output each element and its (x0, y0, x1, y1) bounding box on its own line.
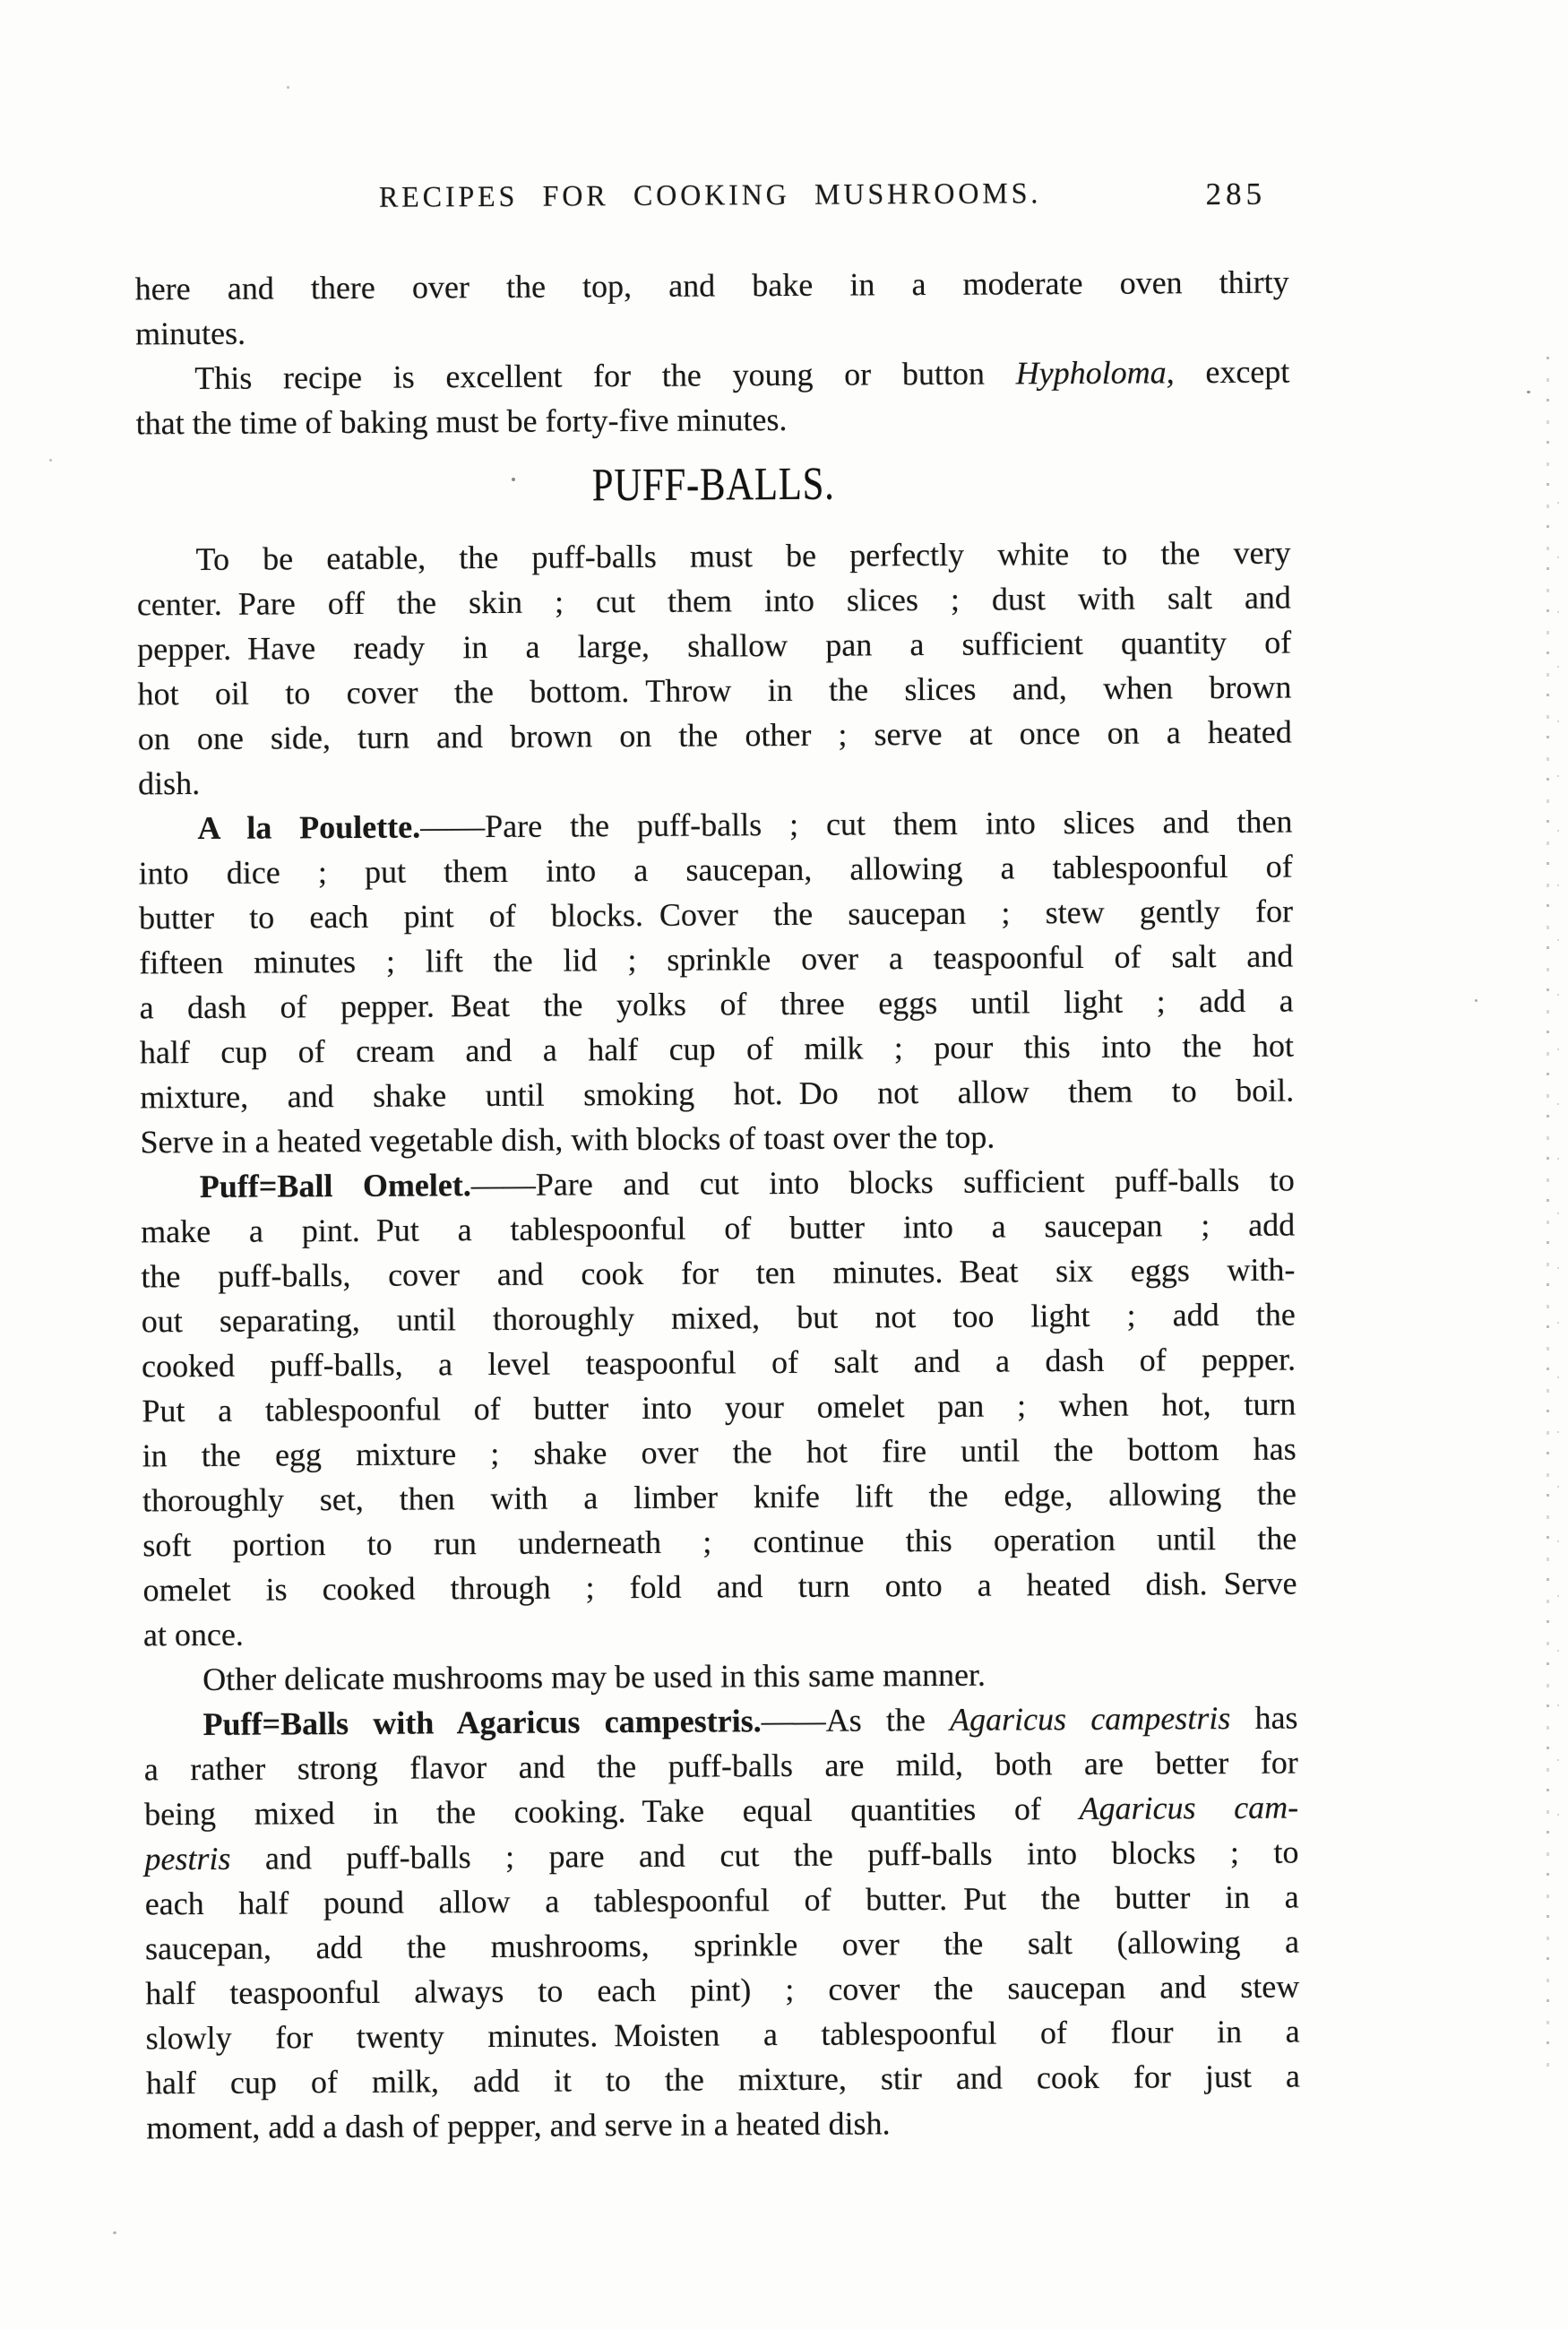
section-heading-text: PUFF-BALLS. (591, 458, 835, 512)
text-line: into dice ; put them into a saucepan, allowing a tablespoonful of (138, 848, 1293, 892)
scan-edge-artifact (1557, 502, 1559, 1846)
text-line: half teaspoonful always to each pint) ; cover the saucepan and stew (145, 1968, 1300, 2012)
text-line: Other delicate mushrooms may be used in this same manner. (202, 1656, 986, 1697)
text-line: omelet is cooked through ; fold and turn onto a heated dish. Serve (142, 1565, 1297, 1609)
text-line: each half pound allow a tablespoonful of butter. Put the butter in a (144, 1878, 1299, 1922)
scan-speck (512, 478, 515, 481)
text-line: make a pint. Put a tablespoonful of butter into a saucepan ; add (141, 1206, 1296, 1250)
scan-speck (287, 86, 289, 89)
text-line: To be eatable, the puff-balls must be perfectly white to the very (195, 534, 1291, 578)
scan-speck (358, 1762, 360, 1765)
text-line: Put a tablespoonful of butter into your omelet pan ; when hot, turn (142, 1385, 1297, 1429)
section-heading (136, 457, 1290, 514)
text-line: moment, add a dash of pepper, and serve in a heated dish. (146, 2105, 891, 2146)
text-line: mixture, and shake until smoking hot. Do not allow them to boil. (140, 1072, 1295, 1116)
text-line: the puff-balls, cover and cook for ten minutes. Beat six eggs with- (141, 1251, 1296, 1295)
paragraph (143, 1696, 1300, 2151)
text-line: thoroughly set, then with a limber knife lift the edge, allowing the (142, 1475, 1297, 1519)
text-line: This recipe is excellent for the young or button Hypholoma, except (194, 353, 1290, 397)
text-line: pestris and puff-balls ; pare and cut the puff-balls into blocks ; to (144, 1834, 1299, 1877)
text-line: Puff=Ball Omelet.——Pare and cut into blocks sufficient puff-balls to (199, 1161, 1295, 1205)
text-line: saucepan, add the mushrooms, sprinkle over the salt (allowing a (144, 1923, 1300, 1967)
scan-speck (1475, 999, 1478, 1002)
text-line: soft portion to run underneath ; continue this operation until the (142, 1520, 1297, 1564)
text-line: that the time of baking must be forty-five minutes. (135, 401, 788, 442)
paragraph (138, 799, 1294, 1165)
paragraph (136, 531, 1292, 807)
text-line: half cup of cream and a half cup of milk ; pour this into the hot (139, 1027, 1295, 1071)
page-body (135, 260, 1301, 2151)
text-line: center. Pare off the skin ; cut them into slices ; dust with salt and (136, 579, 1291, 623)
text-line: Serve in a heated vegetable dish, with blocks of toast over the top. (140, 1118, 995, 1161)
scan-speck (952, 1946, 955, 1949)
text-line: minutes. (134, 315, 246, 352)
text-line: pepper. Have ready in a large, shallow pan a sufficient quantity of (137, 624, 1292, 668)
text-line: half cup of milk, add it to the mixture, stir and cook for just a (145, 2058, 1301, 2101)
text-line: at once. (142, 1616, 244, 1653)
text-line: here and there over the top, and bake in a moderate oven thirty (134, 263, 1289, 307)
page-number: 285 (1205, 176, 1267, 212)
text-line: butter to each pint of blocks. Cover the saucepan ; stew gently for (138, 893, 1294, 936)
scan-speck (1527, 391, 1530, 393)
scan-edge-artifact (1546, 357, 1549, 2077)
text-line: slowly for twenty minutes. Moisten a tablespoonful of flour in a (145, 2013, 1300, 2057)
scan-speck (113, 2231, 116, 2234)
paragraph (135, 350, 1290, 446)
text-line: fifteen minutes ; lift the lid ; sprinkle over a teaspoonful of salt and (139, 937, 1294, 981)
text-line: hot oil to cover the bottom. Throw in the slices and, when brown (137, 669, 1292, 712)
running-header-title: RECIPES FOR COOKING MUSHROOMS. (378, 177, 1042, 214)
paragraph (135, 260, 1290, 357)
scan-speck (49, 459, 52, 462)
text-line: a dash of pepper. Beat the yolks of three eggs until light ; add a (139, 982, 1294, 1026)
text-line: dish. (137, 764, 201, 802)
text-line: cooked puff-balls, a level teaspoonful of salt and a dash of pepper. (141, 1341, 1297, 1385)
running-header (134, 177, 1286, 229)
paragraph (141, 1158, 1297, 1658)
text-line: on one side, turn and brown on the other ; serve at once on a heated (137, 713, 1292, 757)
paragraph (143, 1651, 1297, 1703)
text-line: being mixed in the cooking. Take equal quantities of Agaricus cam- (144, 1789, 1299, 1833)
text-line: a rather strong flavor and the puff-balls are mild, both are better for (143, 1744, 1298, 1788)
text-line: out separating, until thoroughly mixed, but not too light ; add the (141, 1296, 1296, 1340)
text-line: A la Poulette.——Pare the puff-balls ; cut them into slices and then (197, 803, 1293, 847)
text-line: in the egg mixture ; shake over the hot fire until the bottom has (142, 1430, 1297, 1474)
text-line: Puff=Balls with Agaricus campestris.——As the Agaricus campestris has (202, 1699, 1298, 1742)
